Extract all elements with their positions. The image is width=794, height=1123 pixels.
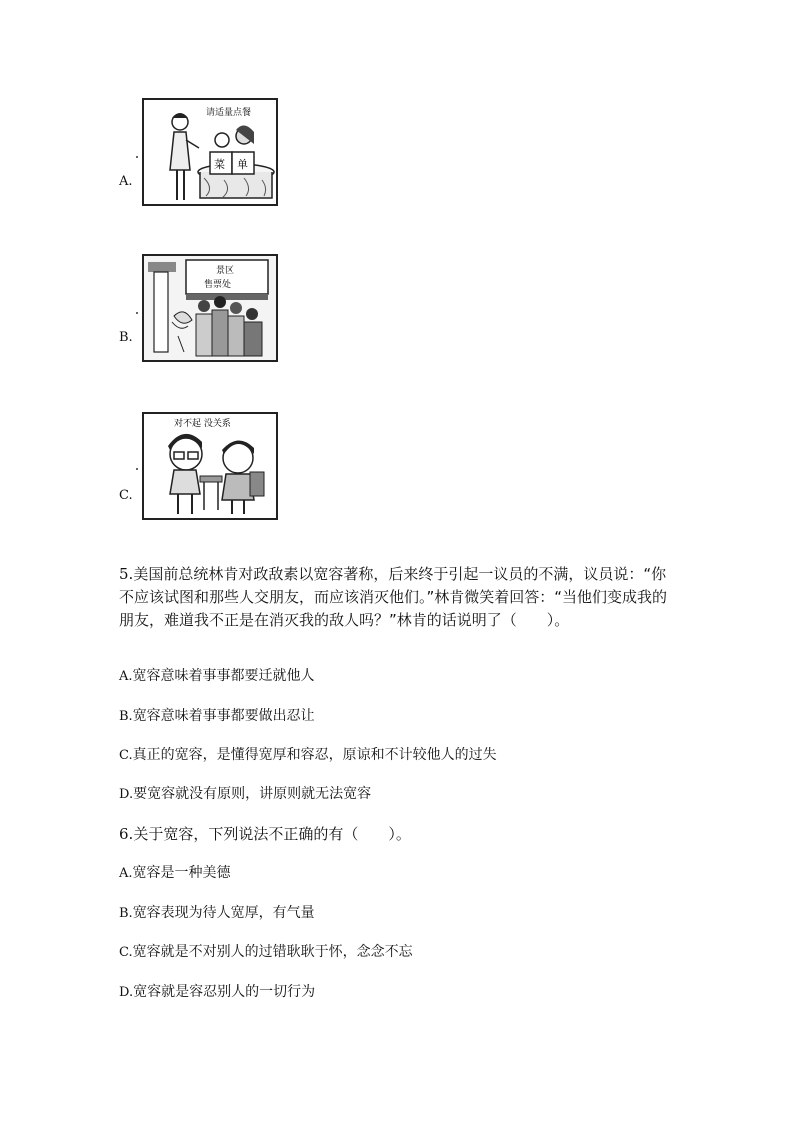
question-text: 关于宽容，下列说法不正确的有（ ）。 — [133, 825, 411, 843]
question-text: 美国前总统林肯对政敌素以宽容著称，后来终于引起一议员的不满，议员说：“你不应该试图和那些人交朋友，而应该消灭他们。”林肯微笑着回答：“当他们变成我的朋友，难道我不正是在消灭我的敌人吗？”林肯的话说明了（ ）。 — [119, 565, 668, 629]
choice-text: 宽容就是容忍别人的一切行为 — [133, 984, 316, 1000]
choice-text: 真正的宽容，是懂得宽厚和容忍，原谅和不计较他人的过失 — [132, 747, 497, 763]
sign-line-2: 售票处 — [204, 280, 232, 290]
choice-text: 宽容意味着事事都要做出忍让 — [132, 708, 315, 724]
q5-choice-d[interactable] — [119, 784, 371, 805]
q6-choice-d[interactable] — [119, 982, 315, 1003]
choice-text: 要宽容就没有原则，讲原则就无法宽容 — [133, 786, 372, 802]
bullet-dot — [136, 468, 138, 470]
q6-choice-c[interactable] — [119, 942, 413, 963]
caption-text: 对不起 没关系 — [174, 419, 231, 429]
ticket-queue-illustration — [142, 254, 278, 362]
choice-letter: C. — [119, 945, 133, 960]
sign-line-1: 景区 — [216, 266, 235, 276]
choice-text: 宽容意味着事事都要迁就他人 — [132, 668, 315, 684]
question-6-stem — [119, 823, 679, 846]
question-number: 5. — [119, 565, 134, 583]
restaurant-illustration — [142, 98, 278, 206]
choice-letter: B. — [119, 906, 133, 921]
question-5-stem — [119, 563, 679, 632]
menu-char-2: 单 — [237, 158, 248, 171]
caption-text: 请适量点餐 — [206, 108, 252, 118]
q6-choice-b[interactable] — [119, 903, 315, 924]
q5-choice-b[interactable] — [119, 706, 315, 727]
choice-text: 宽容就是不对别人的过错耿耿于怀，念念不忘 — [132, 944, 413, 960]
option-c-row — [119, 412, 289, 524]
bullet-dot — [136, 156, 138, 158]
choice-letter: A. — [119, 669, 133, 684]
choice-letter: C. — [119, 748, 133, 763]
option-c-letter: C. — [119, 488, 133, 503]
bullet-dot — [136, 312, 138, 314]
choice-text: 宽容是一种美德 — [132, 865, 231, 881]
question-number: 6. — [119, 825, 134, 843]
option-b-letter: B. — [119, 330, 133, 345]
q5-choice-c[interactable] — [119, 745, 497, 766]
menu-char-1: 菜 — [214, 158, 225, 171]
apology-illustration — [142, 412, 278, 520]
option-a-letter: A. — [119, 174, 133, 189]
choice-text: 宽容表现为待人宽厚，有气量 — [132, 905, 315, 921]
option-a-row — [119, 98, 289, 208]
q5-choice-a[interactable] — [119, 666, 315, 687]
choice-letter: D. — [119, 787, 134, 802]
q6-choice-a[interactable] — [119, 863, 231, 884]
choice-letter: D. — [119, 985, 134, 1000]
choice-letter: A. — [119, 866, 133, 881]
option-b-row — [119, 254, 289, 364]
choice-letter: B. — [119, 709, 133, 724]
